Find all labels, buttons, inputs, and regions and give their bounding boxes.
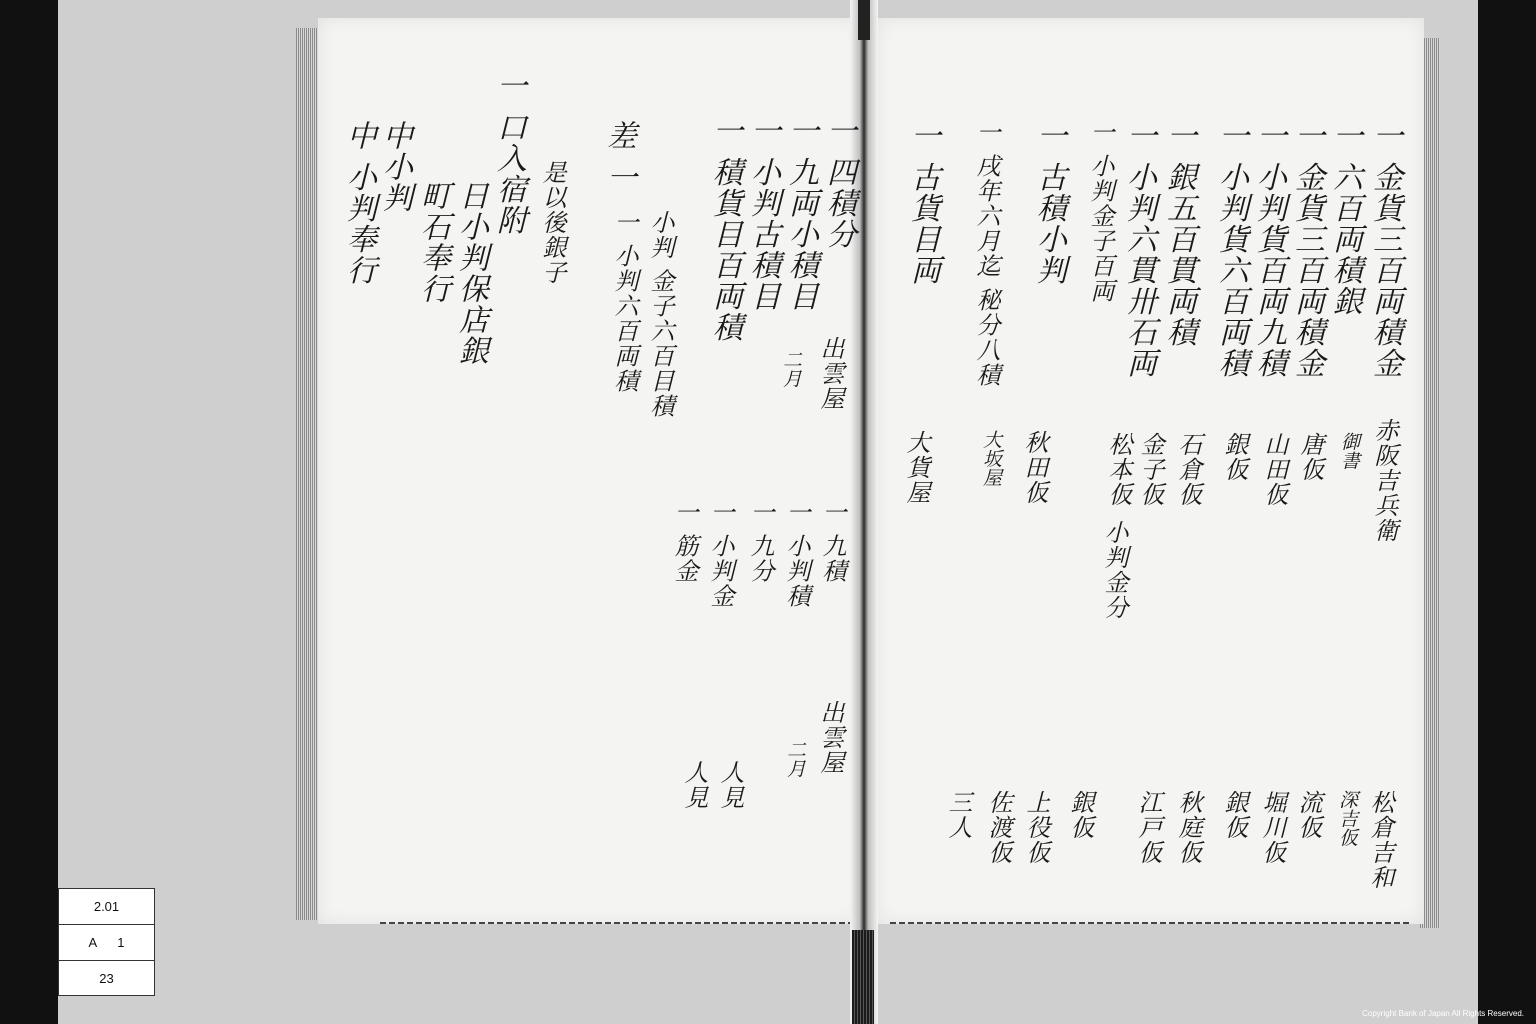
left-bottom-3: 人見 — [716, 760, 744, 810]
right-col-2: 一 六百両積銀 — [1327, 120, 1362, 317]
catalog-page: 23 — [99, 971, 114, 986]
right-mid-10: 秋田仮 — [1020, 430, 1048, 505]
gutter-top-binding — [858, 0, 870, 40]
right-mid-6: 石倉仮 — [1174, 432, 1202, 507]
gutter-bottom-binding — [852, 930, 874, 1024]
left-mid-6: 一 小判金 — [706, 500, 734, 609]
right-col-9: 一 古積小判 — [1031, 120, 1066, 286]
right-mid-4: 山田仮 — [1260, 432, 1288, 507]
left-mid-7: 一 筋金 — [670, 500, 698, 584]
right-bottom-1: 松倉吉和 — [1366, 790, 1394, 890]
right-mid-12: 大貨屋 — [902, 430, 930, 505]
right-page-bottom-rule — [890, 922, 1410, 924]
left-bottom-2: 二月 — [784, 740, 806, 778]
right-bottom-2: 深吉仮 — [1336, 790, 1358, 847]
left-col-10: 日小判保店銀 — [453, 180, 488, 366]
right-col-5: 一 小判貨六百両積 — [1213, 120, 1248, 379]
left-mid-2: 二月 — [780, 350, 802, 388]
right-mid-11: 大坂屋 — [980, 430, 1002, 487]
left-col-7: 差 一 — [601, 120, 636, 193]
right-mid-8: 松本仮 — [1104, 432, 1132, 507]
right-bottom-6: 秋庭仮 — [1174, 790, 1202, 865]
right-col-3: 一 金貨三百両積金 — [1289, 120, 1324, 379]
left-mid-4: 一 小判積 — [782, 500, 810, 609]
left-mid-1: 出雲屋 — [816, 336, 844, 411]
right-mid-3: 唐仮 — [1296, 432, 1324, 482]
catalog-label-row-1 — [59, 889, 154, 925]
catalog-label-row-2 — [59, 925, 154, 961]
left-col-3: 一 小判古積目 — [745, 115, 780, 312]
right-mid-1: 赤阪吉兵衛 — [1370, 418, 1398, 543]
copyright-notice: Copyright Bank of Japan All Rights Reserved. — [1362, 1009, 1524, 1018]
right-bottom-3: 流仮 — [1294, 790, 1322, 840]
left-col-5: 小判 金子六百目積 — [646, 210, 674, 419]
right-bottom-10: 佐渡仮 — [984, 790, 1012, 865]
right-bottom-9: 上役仮 — [1022, 790, 1050, 865]
left-page-bottom-rule — [380, 922, 850, 924]
right-col-7: 一 小判六貫卅石両 — [1121, 120, 1156, 379]
left-bottom-4: 人見 — [680, 760, 708, 810]
left-col-8: 是以後銀子 — [538, 160, 566, 285]
left-mid-3: 一 九積 — [818, 500, 846, 584]
right-col-1: 一 金貨三百両積金 — [1367, 120, 1402, 379]
left-col-6: 一 小判六百両積 — [610, 210, 638, 394]
right-col-11: 一 古貨目両 — [905, 120, 940, 286]
left-book-edge — [296, 28, 320, 920]
catalog-label-row-3 — [59, 961, 154, 996]
catalog-volume: 1 — [117, 935, 125, 950]
right-bottom-8: 銀仮 — [1066, 790, 1094, 840]
right-mid-2: 御書 — [1338, 432, 1360, 470]
right-col-10: 一 戌年六月迄 秘分八積 — [972, 120, 1000, 388]
catalog-series: A — [88, 935, 98, 950]
left-col-1: 一 四積分 — [821, 115, 856, 250]
right-col-4: 一 小判貨百両九積 — [1251, 120, 1286, 379]
left-col-13: 中 小判奉行 — [341, 120, 376, 286]
catalog-label — [58, 888, 155, 996]
right-bottom-4: 堀川仮 — [1258, 790, 1286, 865]
right-col-6: 一 銀五百貫両積 — [1161, 120, 1196, 348]
left-col-4: 一 積貨目百両積 — [707, 115, 742, 343]
left-col-9: 一 口入宿附 — [491, 70, 526, 236]
right-bottom-5: 銀仮 — [1220, 790, 1248, 840]
right-mid-9: 小判金分 — [1100, 520, 1128, 620]
right-col-8: 一 小判金子百両 — [1086, 120, 1114, 304]
left-col-2: 一 九両小積目 — [783, 115, 818, 312]
right-bottom-7: 江戸仮 — [1134, 790, 1162, 865]
right-mid-7: 金子仮 — [1136, 432, 1164, 507]
left-col-11: 町石奉行 — [415, 180, 450, 304]
right-bottom-11: 三人 — [944, 790, 972, 840]
left-mid-5: 一 九分 — [746, 500, 774, 584]
left-bottom-1: 出雲屋 — [816, 700, 844, 775]
left-col-12: 中小判 — [377, 120, 412, 213]
right-mid-5: 銀仮 — [1220, 432, 1248, 482]
catalog-number: 2.01 — [93, 899, 120, 914]
